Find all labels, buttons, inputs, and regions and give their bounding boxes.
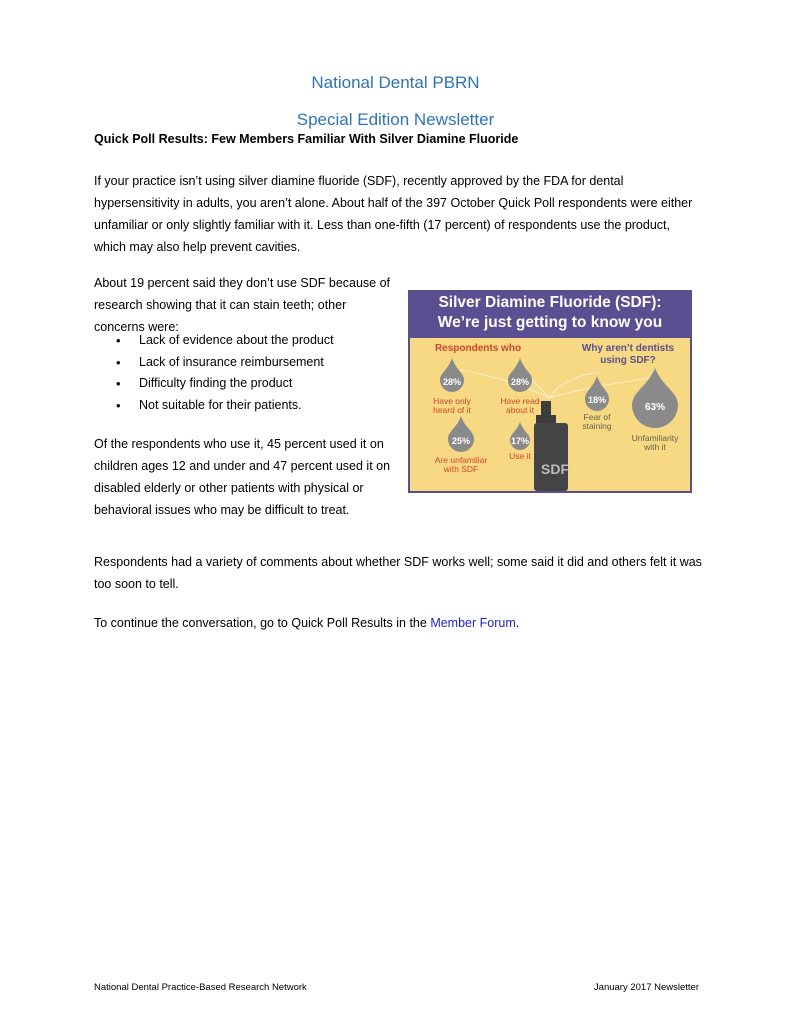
list-item: • Not suitable for their patients. <box>94 395 334 417</box>
page-title: National Dental PBRN <box>311 73 480 92</box>
drop-label: Are unfamiliar <box>434 455 488 465</box>
respondents-heading: Respondents who <box>434 343 522 354</box>
drop-value: 25% <box>451 436 471 446</box>
paragraph-comments: Respondents had a variety of comments about whether SDF works well; some said it did and others felt it was too soon to tell. <box>94 555 702 591</box>
connector-lines <box>450 368 650 398</box>
sdf-infographic <box>408 290 692 493</box>
footer-date: January 2017 Newsletter <box>593 982 699 993</box>
infographic-graphic <box>410 338 690 491</box>
member-forum-link[interactable]: Member Forum <box>430 616 516 630</box>
drop-icon <box>510 422 530 450</box>
drop-label: with SDF <box>443 464 479 474</box>
list-item: • Lack of insurance reimbursement <box>94 352 334 374</box>
drop-icon <box>448 416 474 452</box>
drop-value: 28% <box>442 377 462 387</box>
sdf-bottle-icon <box>534 401 569 491</box>
drop-icon <box>440 358 464 392</box>
paragraph-forum <box>94 612 704 634</box>
drop-label: heard of it <box>433 405 471 415</box>
drop-label: Unfamiliarity <box>631 433 679 443</box>
forum-text-suffix: . <box>515 616 520 630</box>
infographic-title-line1: Silver Diamine Fluoride (SDF): <box>438 294 662 311</box>
footer-organization: National Dental Practice-Based Research Network <box>94 982 307 993</box>
drop-value: 18% <box>587 395 607 405</box>
bottle-label: SDF <box>541 461 569 477</box>
paragraph-concerns: About 19 percent said they don’t use SDF because of research showing that it can stain teeth; other concerns were: <box>94 276 391 334</box>
drop-label: Fear of <box>583 412 611 422</box>
paragraph-usage: Of the respondents who use it, 45 percent used it on children ages 12 and under and 47 percent used it on disabled elderly or other patients with physical or behavioral issues who may be difficult to treat. <box>94 437 391 517</box>
drop-label: staining <box>582 421 612 431</box>
drop-value: 28% <box>510 377 530 387</box>
why-heading-line2: using SDF? <box>600 355 656 366</box>
concerns-list <box>94 330 334 416</box>
forum-text-prefix: To continue the conversation, go to Quick Poll Results in the <box>94 616 431 630</box>
list-item: • Difficulty finding the product <box>94 373 334 395</box>
infographic-title-line2: We’re just getting to know you <box>437 314 663 331</box>
article-headline: Quick Poll Results: Few Members Familiar With Silver Diamine Fluoride <box>94 132 519 146</box>
drop-icon <box>585 376 609 411</box>
drop-label: with it <box>644 442 666 452</box>
drop-icon <box>508 358 532 392</box>
paragraph-intro: If your practice isn’t using silver diamine fluoride (SDF), recently approved by the FDA for dental hypersensitivity in adults, you aren’t alone. About half of the 397 October Quick Poll respondents were either unfamiliar or only slightly familiar with it. Less than one-fifth (17 percent) of respondents use the product, which may also help prevent cavities. <box>94 174 693 254</box>
drop-value: 63% <box>644 402 666 413</box>
why-heading-line1: Why aren’t dentists <box>581 343 675 354</box>
drop-label: Have only <box>433 396 471 406</box>
page-subtitle: Special Edition Newsletter <box>296 110 495 129</box>
infographic-header <box>410 292 690 338</box>
list-item: • Lack of evidence about the product <box>94 330 334 352</box>
drop-icon <box>632 368 678 428</box>
drop-label: about it <box>506 405 534 415</box>
drop-value: 17% <box>510 436 530 446</box>
drop-label: Have read <box>500 396 540 406</box>
drop-label: Use it <box>509 451 531 461</box>
